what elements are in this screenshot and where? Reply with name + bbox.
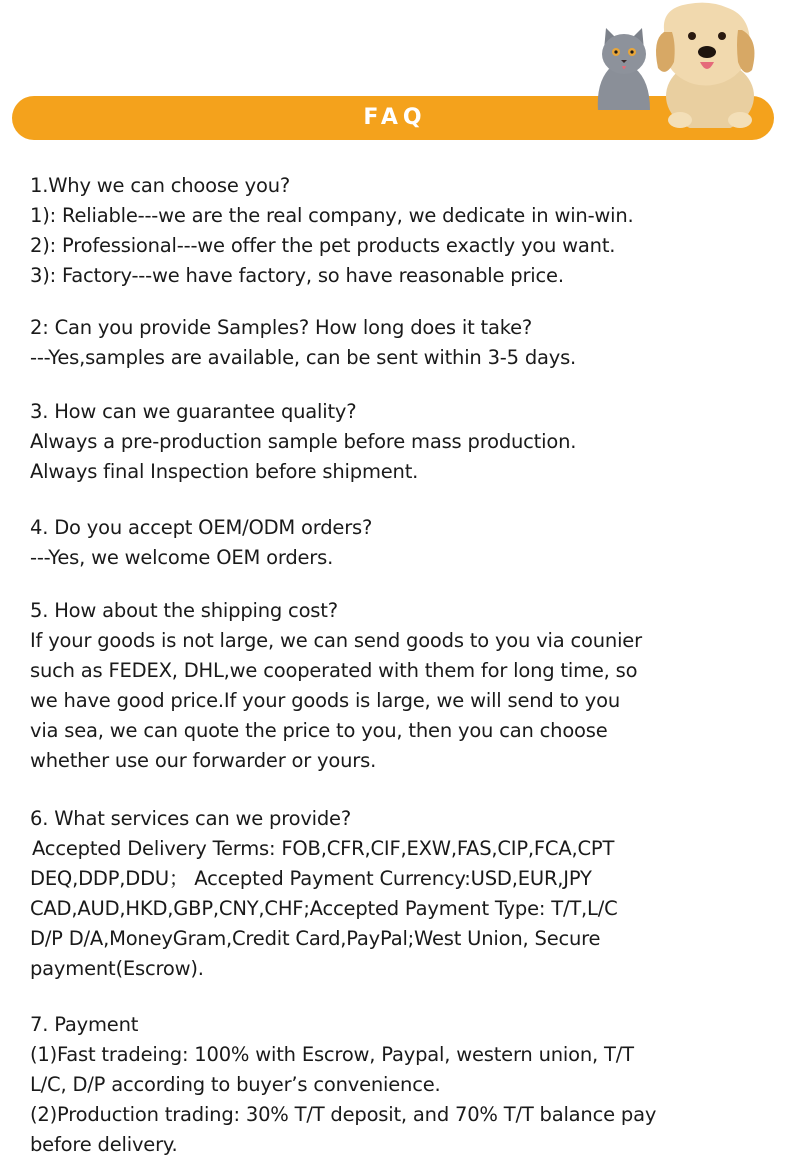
faq-answer-line: whether use our forwarder or yours.: [30, 749, 377, 772]
faq-answer-line: payment(Escrow).: [30, 957, 204, 980]
faq-answer-line: Always a pre-production sample before mass production.: [30, 430, 577, 453]
faq-question: 7. Payment: [30, 1013, 139, 1036]
faq-header-title: FAQ: [363, 105, 427, 130]
faq-answer-line: 3): Factory---we have factory, so have reasonable price.: [30, 264, 564, 287]
faq-answer-line: (2)Production trading: 30% T/T deposit, and 70% T/T balance pay: [30, 1103, 657, 1126]
faq-question: 6. What services can we provide?: [30, 807, 351, 830]
faq-item-why-choose-us: [30, 171, 782, 291]
faq-list: [30, 171, 782, 1160]
faq-question: 4. Do you accept OEM/ODM orders?: [30, 516, 373, 539]
faq-question: 2: Can you provide Samples? How long does it take?: [30, 316, 533, 339]
faq-answer-line: before delivery.: [30, 1133, 178, 1156]
faq-question: 3. How can we guarantee quality?: [30, 400, 357, 423]
faq-answer-line: Accepted Delivery Terms: FOB,CFR,CIF,EXW,FAS,CIP,FCA,CPT: [32, 837, 615, 860]
faq-answer-line: ---Yes, we welcome OEM orders.: [30, 546, 334, 569]
faq-answer-line: we have good price.If your goods is large, we will send to you: [30, 689, 620, 712]
dog-image: [656, 3, 754, 128]
faq-answer-line: 2): Professional---we offer the pet products exactly you want.: [30, 234, 616, 257]
faq-answer-line: 1): Reliable---we are the real company, we dedicate in win-win.: [30, 204, 634, 227]
faq-answer-line: Always final Inspection before shipment.: [30, 460, 419, 483]
faq-answer-line: such as FEDEX, DHL,we cooperated with them for long time, so: [30, 659, 638, 682]
faq-answer-line: via sea, we can quote the price to you, then you can choose: [30, 719, 608, 742]
faq-item-quality: [30, 397, 782, 487]
faq-question: 1.Why we can choose you?: [30, 174, 291, 197]
faq-answer-line: L/C, D/P according to buyer’s convenience.: [30, 1073, 441, 1096]
faq-item-payment: [30, 1010, 782, 1160]
faq-item-samples: [30, 313, 782, 373]
faq-item-services: [30, 804, 782, 984]
faq-answer-line: DEQ,DDP,DDU； Accepted Payment Currency:USD,EUR,JPY: [30, 867, 592, 890]
faq-item-oem-odm: [30, 513, 782, 573]
faq-answer-line: If your goods is not large, we can send goods to you via counier: [30, 629, 642, 652]
faq-question: 5. How about the shipping cost?: [30, 599, 338, 622]
faq-answer-line: ---Yes,samples are available, can be sent within 3-5 days.: [30, 346, 577, 369]
faq-answer-line: (1)Fast tradeing: 100% with Escrow, Paypal, western union, T/T: [30, 1043, 634, 1066]
faq-answer-line: CAD,AUD,HKD,GBP,CNY,CHF;Accepted Payment Type: T/T,L/C: [30, 897, 618, 920]
cat-and-dog-illustration: [592, 0, 772, 128]
faq-answer-line: D/P D/A,MoneyGram,Credit Card,PayPal;West Union, Secure: [30, 927, 601, 950]
faq-item-shipping-cost: [30, 596, 782, 776]
cat-image: [598, 28, 650, 110]
